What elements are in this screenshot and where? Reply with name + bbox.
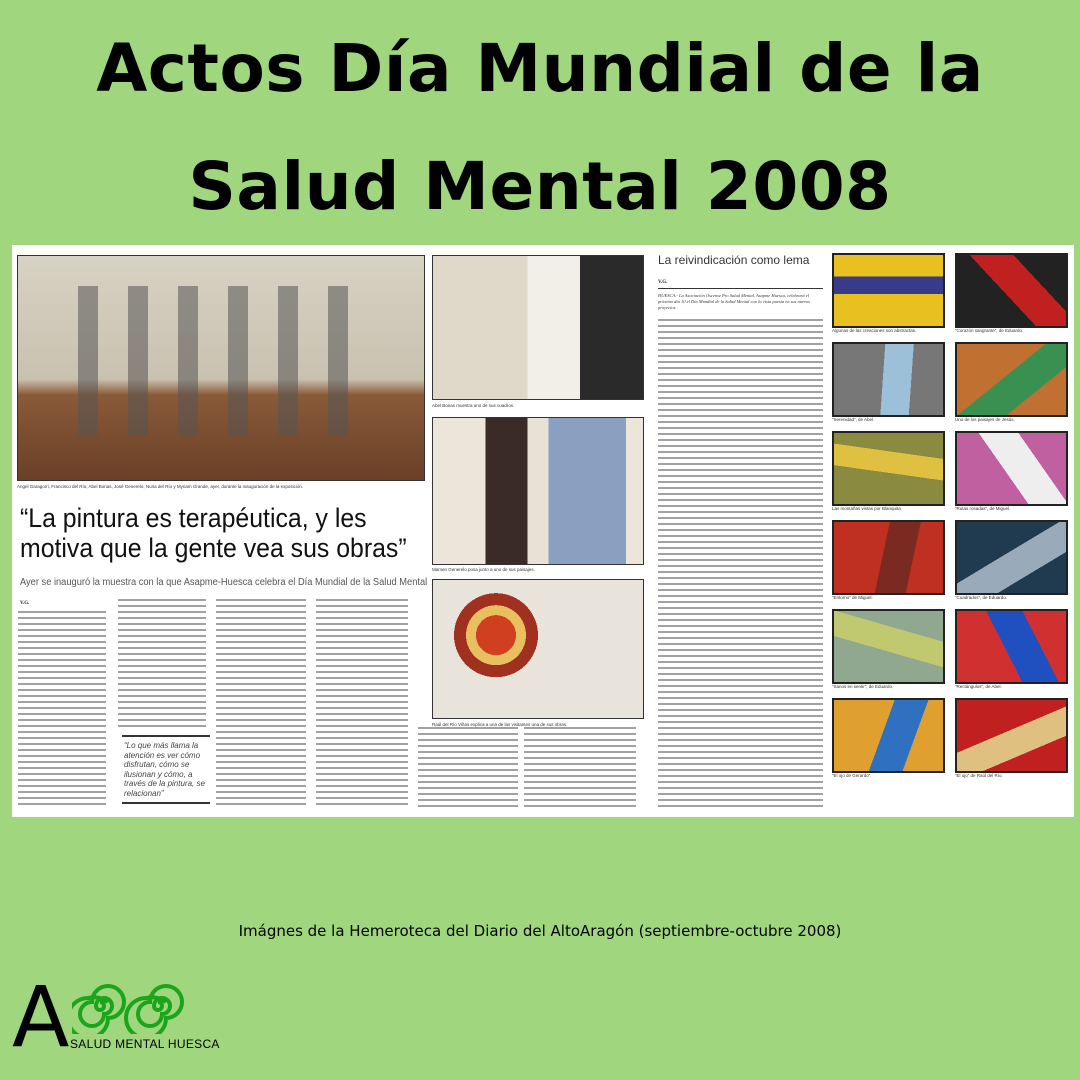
painting-caption: Algunas de las creaciones son abstractas.	[832, 328, 917, 333]
painting-caption: “Corazón sangrante”, de Eduardo.	[955, 328, 1024, 333]
painting-image	[955, 431, 1068, 506]
painting-item	[955, 342, 1068, 429]
spiral-icons	[72, 978, 184, 1034]
painting-image	[955, 698, 1068, 773]
body-text-column	[418, 725, 518, 809]
newspaper-clipping	[12, 245, 1074, 817]
photo-caption: Raúl del Río Viñas explica a una de las visitantes una de sus obras.	[432, 722, 568, 727]
painting-caption: “Sanos en sentir”, de Eduardo.	[832, 684, 894, 689]
painting-item	[955, 520, 1068, 607]
painting-caption: “Cuadrados”, de Eduardo.	[955, 595, 1008, 600]
painting-image	[832, 609, 945, 684]
painting-caption: “Serenidad”, de Abel.	[832, 417, 875, 422]
photo-caption: Abel Bonas muestra uno de sus cuadros.	[432, 403, 515, 408]
photo-caption: Mamen Generelo posa junto a uno de sus paisajes.	[432, 567, 535, 572]
painting-item	[832, 342, 945, 429]
painting-item	[955, 609, 1068, 696]
page-title-line-2: Salud Mental 2008	[188, 148, 892, 225]
painting-caption: “El ojo” de Raúl del Río.	[955, 773, 1003, 778]
source-credit: Imágnes de la Hemeroteca del Diario del AltoAragón (septiembre-octubre 2008)	[238, 922, 842, 940]
painting-item	[955, 253, 1068, 340]
article-headline: “La pintura es terapéutica, y les motiva que la gente vea sus obras”	[20, 503, 407, 563]
raul-photo	[432, 579, 644, 719]
right-article-lead: HUESCA.- La Asociación Oscense Pro Salud Mental, Asapme Huesca, celebrará el próximo día 10 el Día Mundial de la Salud Mental con la vista puesta en sus nuevos proyectos.	[658, 293, 810, 310]
painting-caption: “Rectángulos”, de Abel.	[955, 684, 1002, 689]
right-article-body	[658, 317, 823, 809]
body-text-column	[316, 597, 408, 809]
inauguration-photo	[17, 255, 425, 481]
photo-caption: Ángel Garagorri, Francisco del Río, Abel Bonas, José Generelo, Nuria del Río y Myriam Grande, ayer, durante la inauguración de la exposición.	[17, 484, 304, 489]
paintings-grid	[832, 253, 1068, 785]
painting-item	[832, 698, 945, 785]
body-text-column	[18, 609, 106, 809]
mamen-photo	[432, 417, 644, 565]
painting-item	[955, 431, 1068, 518]
article-subheadline: Ayer se inauguró la muestra con la que Asapme-Huesca celebra el Día Mundial de la Salud Mental	[20, 577, 428, 588]
abel-photo	[432, 255, 644, 400]
painting-caption: “Entorno” de Miguel.	[832, 595, 873, 600]
painting-item	[955, 698, 1068, 785]
right-byline: V.G.	[658, 280, 668, 285]
painting-item	[832, 520, 945, 607]
byline: V.G.	[20, 601, 30, 606]
painting-image	[955, 253, 1068, 328]
body-text-column	[524, 725, 636, 809]
body-text-column	[216, 597, 306, 809]
painting-image	[832, 520, 945, 595]
painting-caption: “El ojo de Gerardo”.	[832, 773, 872, 778]
painting-image	[955, 342, 1068, 417]
body-text-column	[118, 597, 206, 729]
painting-image	[955, 609, 1068, 684]
painting-image	[832, 698, 945, 773]
painting-caption: Las montañas vistas por Blanquita.	[832, 506, 903, 511]
logo-text: SALUD MENTAL HUESCA	[70, 1037, 220, 1051]
painting-image	[832, 253, 945, 328]
pull-quote: “Lo que más llama la atención es ver cómo disfrutan, cómo se ilusionan y cómo, a través de la pintura, se relacionan”	[122, 735, 210, 804]
painting-image	[832, 342, 945, 417]
painting-caption: “Rutas rosadas”, de Miguel.	[955, 506, 1011, 511]
painting-item	[832, 431, 945, 518]
painting-caption: Uno de los paisajes de Jesús.	[955, 417, 1015, 422]
page-title-line-1: Actos Día Mundial de la	[96, 30, 984, 107]
right-article-headline: La reivindicación como lema	[658, 253, 810, 267]
painting-image	[832, 431, 945, 506]
logo-letter-a: A	[12, 968, 70, 1066]
painting-item	[832, 609, 945, 696]
painting-image	[955, 520, 1068, 595]
painting-item	[832, 253, 945, 340]
